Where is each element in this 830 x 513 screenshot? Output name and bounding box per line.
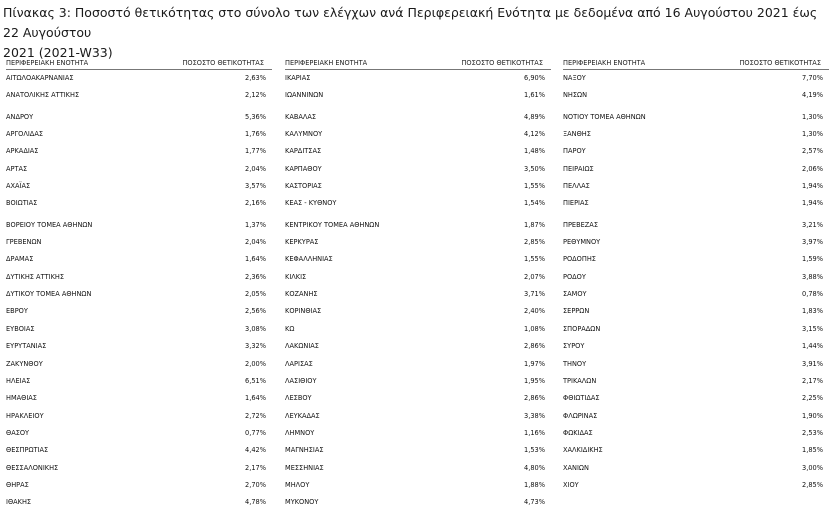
- table-row: [563, 408, 829, 425]
- region-name: ΧΑΛΚΙΔΙΚΗΣ: [563, 446, 603, 455]
- region-name: ΠΑΡΟΥ: [563, 147, 586, 156]
- positivity-value: 1,88%: [524, 480, 545, 489]
- positivity-value: 1,61%: [524, 91, 545, 100]
- positivity-value: 3,57%: [245, 182, 266, 191]
- header-positivity: ΠΟΣΟΣΤΟ ΘΕΤΙΚΟΤΗΤΑΣ: [739, 59, 821, 67]
- region-name: ΔΥΤΙΚΟΥ ΤΟΜΕΑ ΑΘΗΝΩΝ: [6, 290, 92, 299]
- region-name: ΑΝΔΡΟΥ: [6, 112, 34, 121]
- header-region: ΠΕΡΙΦΕΡΕΙΑΚΗ ΕΝΟΤΗΤΑ: [6, 59, 89, 67]
- table-row: [6, 356, 272, 373]
- positivity-value: 4,78%: [245, 498, 266, 507]
- table-row: [6, 286, 272, 303]
- table-row: [563, 109, 829, 126]
- region-name: ΦΩΚΙΔΑΣ: [563, 428, 593, 437]
- positivity-value: 3,21%: [802, 220, 823, 229]
- positivity-value: 2,25%: [802, 394, 823, 403]
- region-name: ΛΑΡΙΣΑΣ: [285, 359, 313, 368]
- region-name: ΣΥΡΟΥ: [563, 342, 585, 351]
- table-row: [285, 109, 551, 126]
- table-row: [6, 477, 272, 494]
- table-row: [563, 321, 829, 338]
- region-name: ΔΥΤΙΚΗΣ ΑΤΤΙΚΗΣ: [6, 272, 65, 281]
- region-name: ΛΗΜΝΟΥ: [285, 428, 315, 437]
- table-row: [563, 338, 829, 355]
- region-name: ΘΕΣΠΡΩΤΙΑΣ: [6, 446, 49, 455]
- table-row: [6, 460, 272, 477]
- region-name: ΚΕΡΚΥΡΑΣ: [285, 238, 319, 247]
- positivity-value: 2,06%: [802, 164, 823, 173]
- region-name: ΑΙΤΩΛΟΑΚΑΡΝΑΝΙΑΣ: [6, 74, 74, 82]
- positivity-value: 3,88%: [802, 272, 823, 281]
- region-name: ΔΡΑΜΑΣ: [6, 255, 34, 264]
- region-name: ΒΟΡΕΙΟΥ ΤΟΜΕΑ ΑΘΗΝΩΝ: [6, 220, 93, 229]
- table-row: [563, 477, 829, 494]
- region-name: ΕΥΡΥΤΑΝΙΑΣ: [6, 342, 47, 351]
- region-name: ΑΡΓΟΛΙΔΑΣ: [6, 130, 43, 139]
- table-row: [6, 338, 272, 355]
- column-header: [6, 58, 272, 70]
- region-name: ΗΛΕΙΑΣ: [6, 376, 31, 385]
- region-name: ΚΟΖΑΝΗΣ: [285, 290, 318, 299]
- table-row: [6, 217, 272, 234]
- positivity-value: 2,04%: [245, 238, 266, 247]
- positivity-value: 3,71%: [524, 290, 545, 299]
- region-name: ΑΝΑΤΟΛΙΚΗΣ ΑΤΤΙΚΗΣ: [6, 91, 80, 100]
- table-row: [285, 390, 551, 407]
- header-positivity: ΠΟΣΟΣΤΟ ΘΕΤΙΚΟΤΗΤΑΣ: [461, 59, 543, 67]
- table-row: [6, 234, 272, 251]
- region-name: ΙΘΑΚΗΣ: [6, 498, 32, 507]
- positivity-value: 1,94%: [802, 199, 823, 208]
- table-row: [285, 356, 551, 373]
- region-name: ΚΟΡΙΝΘΙΑΣ: [285, 307, 322, 316]
- table-row: [285, 195, 551, 212]
- table-row: [285, 442, 551, 459]
- table-row: [563, 286, 829, 303]
- region-name: ΤΡΙΚΑΛΩΝ: [563, 376, 597, 385]
- table-row: [6, 251, 272, 268]
- table-row: [6, 143, 272, 160]
- table-row: [285, 460, 551, 477]
- positivity-value: 1,08%: [524, 324, 545, 333]
- positivity-value: 2,57%: [802, 147, 823, 156]
- positivity-value: 1,95%: [524, 376, 545, 385]
- table-row: [6, 161, 272, 178]
- positivity-value: 2,16%: [245, 199, 266, 208]
- positivity-value: 6,90%: [524, 74, 545, 82]
- region-name: ΣΑΜΟΥ: [563, 290, 587, 299]
- region-name: ΚΑΡΠΑΘΟΥ: [285, 164, 322, 173]
- table-row: [285, 303, 551, 320]
- positivity-value: 1,94%: [802, 182, 823, 191]
- positivity-value: 2,53%: [802, 428, 823, 437]
- region-name: ΡΕΘΥΜΝΟΥ: [563, 238, 601, 247]
- positivity-value: 2,56%: [245, 307, 266, 316]
- positivity-value: 1,85%: [802, 446, 823, 455]
- region-name: ΙΩΑΝΝΙΝΩΝ: [285, 91, 324, 100]
- positivity-value: 1,16%: [524, 428, 545, 437]
- table-row: [563, 143, 829, 160]
- region-name: ΘΑΣΟΥ: [6, 428, 30, 437]
- region-name: ΚΕΑΣ - ΚΥΘΝΟΥ: [285, 199, 337, 208]
- region-name: ΦΘΙΩΤΙΔΑΣ: [563, 394, 600, 403]
- region-name: ΤΗΝΟΥ: [563, 359, 587, 368]
- region-name: ΑΧΑΪΑΣ: [6, 182, 31, 191]
- region-name: ΚΑΣΤΟΡΙΑΣ: [285, 182, 322, 191]
- region-name: ΕΒΡΟΥ: [6, 307, 28, 316]
- table-row: [285, 234, 551, 251]
- table-row: [285, 87, 551, 104]
- region-name: ΝΟΤΙΟΥ ΤΟΜΕΑ ΑΘΗΝΩΝ: [563, 112, 646, 121]
- header-region: ΠΕΡΙΦΕΡΕΙΑΚΗ ΕΝΟΤΗΤΑ: [563, 59, 646, 67]
- region-name: ΝΑΞΟΥ: [563, 74, 586, 82]
- table-row: [285, 143, 551, 160]
- header-positivity: ΠΟΣΟΣΤΟ ΘΕΤΙΚΟΤΗΤΑΣ: [182, 59, 264, 67]
- positivity-value: 3,08%: [245, 324, 266, 333]
- region-name: ΠΙΕΡΙΑΣ: [563, 199, 589, 208]
- region-name: ΧΑΝΙΩΝ: [563, 463, 589, 472]
- positivity-value: 3,91%: [802, 359, 823, 368]
- table-row: [285, 70, 551, 87]
- region-name: ΠΡΕΒΕΖΑΣ: [563, 220, 598, 229]
- table-row: [563, 195, 829, 212]
- table-row: [6, 425, 272, 442]
- table-row: [6, 303, 272, 320]
- positivity-value: 1,90%: [802, 411, 823, 420]
- table-row: [563, 269, 829, 286]
- table-row: [285, 161, 551, 178]
- table-row: [6, 70, 272, 87]
- region-name: ΜΕΣΣΗΝΙΑΣ: [285, 463, 324, 472]
- header-region: ΠΕΡΙΦΕΡΕΙΑΚΗ ΕΝΟΤΗΤΑ: [285, 59, 368, 67]
- positivity-value: 1,64%: [245, 394, 266, 403]
- table-row: [6, 442, 272, 459]
- table-row: [285, 286, 551, 303]
- table-title-line-2: 2021 (2021-W33): [3, 45, 113, 60]
- region-name: ΚΙΛΚΙΣ: [285, 272, 307, 281]
- positivity-value: 1,44%: [802, 342, 823, 351]
- region-name: ΡΟΔΟΠΗΣ: [563, 255, 596, 264]
- region-name: ΞΑΝΘΗΣ: [563, 130, 591, 139]
- table-row: [6, 373, 272, 390]
- region-name: ΘΗΡΑΣ: [6, 480, 29, 489]
- table-row: [285, 338, 551, 355]
- region-name: ΠΕΙΡΑΙΩΣ: [563, 164, 594, 173]
- positivity-value: 1,83%: [802, 307, 823, 316]
- positivity-value: 5,36%: [245, 112, 266, 121]
- positivity-value: 1,30%: [802, 112, 823, 121]
- positivity-value: 2,05%: [245, 290, 266, 299]
- region-name: ΧΙΟΥ: [563, 480, 579, 489]
- table-row: [563, 390, 829, 407]
- table-row: [563, 178, 829, 195]
- table-row: [563, 425, 829, 442]
- table-row: [563, 373, 829, 390]
- positivity-value: 7,70%: [802, 74, 823, 82]
- region-name: ΗΜΑΘΙΑΣ: [6, 394, 37, 403]
- table-title: [3, 3, 827, 63]
- region-name: ΘΕΣΣΑΛΟΝΙΚΗΣ: [6, 463, 59, 472]
- table-column-1: [6, 58, 272, 512]
- positivity-value: 0,78%: [802, 290, 823, 299]
- region-name: ΓΡΕΒΕΝΩΝ: [6, 238, 42, 247]
- positivity-value: 1,55%: [524, 255, 545, 264]
- table-row: [285, 373, 551, 390]
- table-title-line-1: Πίνακας 3: Ποσοστό θετικότητας στο σύνολο των ελέγχων ανά Περιφερειακή Ενότητα με δεδομένα από 16 Αυγούστου 2021 έως 22 Αυγούστου: [3, 5, 818, 40]
- region-name: ΚΑΒΑΛΑΣ: [285, 112, 317, 121]
- region-name: ΒΟΙΩΤΙΑΣ: [6, 199, 38, 208]
- table-column-3: [563, 58, 829, 494]
- positivity-value: 2,40%: [524, 307, 545, 316]
- table-column-2: [285, 58, 551, 512]
- region-name: ΛΕΣΒΟΥ: [285, 394, 312, 403]
- table-row: [6, 390, 272, 407]
- region-name: ΠΕΛΛΑΣ: [563, 182, 590, 191]
- region-name: ΑΡΤΑΣ: [6, 164, 28, 173]
- positivity-value: 1,64%: [245, 255, 266, 264]
- table-row: [6, 178, 272, 195]
- positivity-value: 4,73%: [524, 498, 545, 507]
- region-name: ΛΑΚΩΝΙΑΣ: [285, 342, 319, 351]
- positivity-value: 4,19%: [802, 91, 823, 100]
- region-name: ΑΡΚΑΔΙΑΣ: [6, 147, 39, 156]
- table-row: [563, 161, 829, 178]
- table-row: [6, 321, 272, 338]
- region-name: ΣΕΡΡΩΝ: [563, 307, 590, 316]
- region-name: ΖΑΚΥΝΘΟΥ: [6, 359, 43, 368]
- positivity-value: 2,86%: [524, 394, 545, 403]
- positivity-value: 3,97%: [802, 238, 823, 247]
- table-row: [285, 321, 551, 338]
- positivity-value: 6,51%: [245, 376, 266, 385]
- positivity-value: 3,32%: [245, 342, 266, 351]
- positivity-value: 2,12%: [245, 91, 266, 100]
- positivity-value: 2,17%: [802, 376, 823, 385]
- table-row: [285, 494, 551, 511]
- region-name: ΜΥΚΟΝΟΥ: [285, 498, 319, 507]
- positivity-value: 3,50%: [524, 164, 545, 173]
- positivity-value: 4,89%: [524, 112, 545, 121]
- region-name: ΙΚΑΡΙΑΣ: [285, 74, 311, 82]
- table-row: [563, 303, 829, 320]
- positivity-value: 2,04%: [245, 164, 266, 173]
- table-row: [6, 126, 272, 143]
- table-row: [563, 70, 829, 87]
- positivity-value: 1,37%: [245, 220, 266, 229]
- positivity-value: 0,77%: [245, 428, 266, 437]
- table-row: [6, 87, 272, 104]
- region-name: ΚΑΛΥΜΝΟΥ: [285, 130, 323, 139]
- positivity-value: 2,86%: [524, 342, 545, 351]
- positivity-value: 2,85%: [524, 238, 545, 247]
- region-name: ΚΩ: [285, 324, 295, 333]
- positivity-value: 3,15%: [802, 324, 823, 333]
- positivity-value: 1,87%: [524, 220, 545, 229]
- table-row: [6, 109, 272, 126]
- region-name: ΚΕΝΤΡΙΚΟΥ ΤΟΜΕΑ ΑΘΗΝΩΝ: [285, 220, 380, 229]
- positivity-value: 2,17%: [245, 463, 266, 472]
- table-row: [563, 356, 829, 373]
- positivity-value: 1,59%: [802, 255, 823, 264]
- positivity-value: 4,80%: [524, 463, 545, 472]
- positivity-value: 3,38%: [524, 411, 545, 420]
- positivity-value: 2,85%: [802, 480, 823, 489]
- table-row: [563, 460, 829, 477]
- positivity-value: 4,42%: [245, 446, 266, 455]
- region-name: ΕΥΒΟΙΑΣ: [6, 324, 35, 333]
- region-name: ΡΟΔΟΥ: [563, 272, 586, 281]
- table-row: [563, 87, 829, 104]
- column-header: [563, 58, 829, 70]
- table-row: [563, 234, 829, 251]
- positivity-value: 1,97%: [524, 359, 545, 368]
- positivity-value: 1,77%: [245, 147, 266, 156]
- region-name: ΦΛΩΡΙΝΑΣ: [563, 411, 598, 420]
- region-name: ΛΑΣΙΘΙΟΥ: [285, 376, 317, 385]
- table-row: [563, 442, 829, 459]
- positivity-value: 2,63%: [245, 74, 266, 82]
- table-row: [285, 477, 551, 494]
- positivity-value: 1,55%: [524, 182, 545, 191]
- positivity-value: 1,53%: [524, 446, 545, 455]
- positivity-value: 1,54%: [524, 199, 545, 208]
- region-name: ΜΗΛΟΥ: [285, 480, 310, 489]
- region-name: ΝΗΣΩΝ: [563, 91, 588, 100]
- positivity-value: 1,48%: [524, 147, 545, 156]
- region-name: ΣΠΟΡΑΔΩΝ: [563, 324, 601, 333]
- positivity-value: 1,30%: [802, 130, 823, 139]
- table-row: [563, 126, 829, 143]
- region-name: ΗΡΑΚΛΕΙΟΥ: [6, 411, 44, 420]
- table-row: [6, 269, 272, 286]
- table-row: [285, 178, 551, 195]
- table-row: [285, 269, 551, 286]
- table-row: [6, 195, 272, 212]
- column-header: [285, 58, 551, 70]
- positivity-value: 2,70%: [245, 480, 266, 489]
- positivity-value: 2,00%: [245, 359, 266, 368]
- region-name: ΚΑΡΔΙΤΣΑΣ: [285, 147, 322, 156]
- table-row: [563, 251, 829, 268]
- positivity-value: 2,07%: [524, 272, 545, 281]
- table-row: [285, 408, 551, 425]
- region-name: ΚΕΦΑΛΛΗΝΙΑΣ: [285, 255, 333, 264]
- table-row: [285, 126, 551, 143]
- positivity-value: 2,36%: [245, 272, 266, 281]
- region-name: ΜΑΓΝΗΣΙΑΣ: [285, 446, 324, 455]
- region-name: ΛΕΥΚΑΔΑΣ: [285, 411, 320, 420]
- table-row: [6, 408, 272, 425]
- table-row: [563, 217, 829, 234]
- table-row: [285, 217, 551, 234]
- positivity-value: 3,00%: [802, 463, 823, 472]
- table-row: [285, 251, 551, 268]
- positivity-value: 2,72%: [245, 411, 266, 420]
- table-row: [6, 494, 272, 511]
- positivity-value: 4,12%: [524, 130, 545, 139]
- positivity-value: 1,76%: [245, 130, 266, 139]
- table-row: [285, 425, 551, 442]
